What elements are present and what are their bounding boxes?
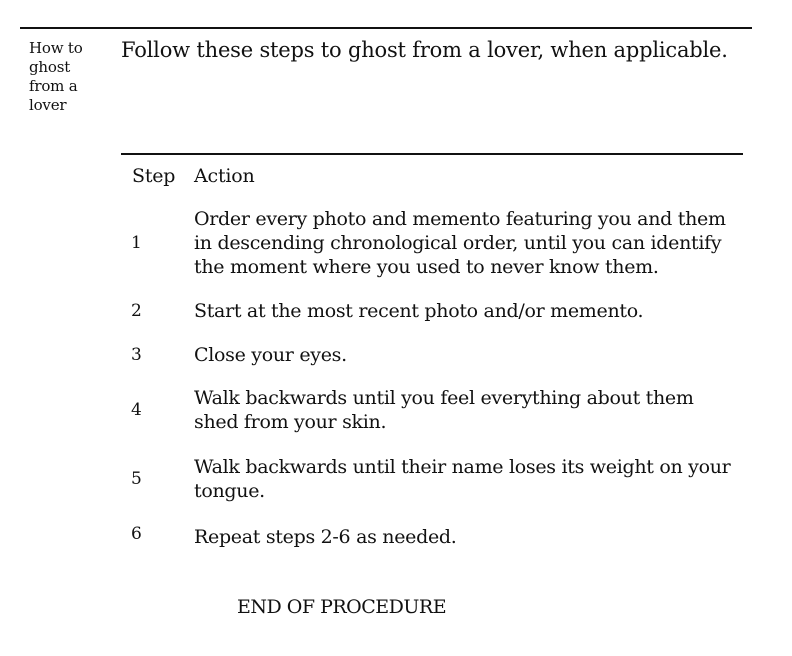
step-number: 1 (131, 233, 142, 253)
action-line: Walk backwards until their name loses its weight on your (194, 456, 731, 478)
table-row (121, 519, 743, 549)
step-action (194, 519, 734, 549)
step-number: 2 (131, 301, 142, 321)
end-of-procedure: END OF PROCEDURE (237, 596, 447, 618)
top-rule (20, 27, 752, 29)
step-action (194, 386, 734, 434)
title-line: from a (29, 77, 78, 95)
action-line: Start at the most recent photo and/or memento. (194, 300, 644, 322)
step-column-header: Step (132, 165, 176, 187)
table-row (121, 455, 743, 503)
step-action (194, 343, 734, 367)
step-action (194, 455, 734, 503)
step-number: 6 (131, 524, 142, 544)
title-line: lover (29, 96, 67, 114)
action-line: the moment where you used to never know them. (194, 256, 659, 278)
action-line: Close your eyes. (194, 344, 347, 366)
document-title (29, 39, 109, 115)
action-line: Repeat steps 2-6 as needed. (194, 526, 457, 548)
action-column-header: Action (194, 165, 255, 187)
action-line: Walk backwards until you feel everything about them (194, 387, 694, 409)
table-row (121, 299, 743, 323)
step-number: 3 (131, 345, 142, 365)
action-line: Order every photo and memento featuring you and them (194, 208, 726, 230)
table-row (121, 386, 743, 434)
step-number: 4 (131, 400, 142, 420)
action-line: tongue. (194, 480, 265, 502)
action-line: in descending chronological order, until you can identify (194, 232, 722, 254)
step-number: 5 (131, 469, 142, 489)
table-top-rule (121, 153, 743, 155)
table-row (121, 207, 743, 279)
step-action (194, 207, 734, 279)
action-line: shed from your skin. (194, 411, 387, 433)
table-row (121, 343, 743, 367)
title-line: How to (29, 39, 83, 57)
intro-text: Follow these steps to ghost from a lover, when applicable. (121, 38, 728, 62)
title-line: ghost (29, 58, 71, 76)
step-action (194, 299, 734, 323)
